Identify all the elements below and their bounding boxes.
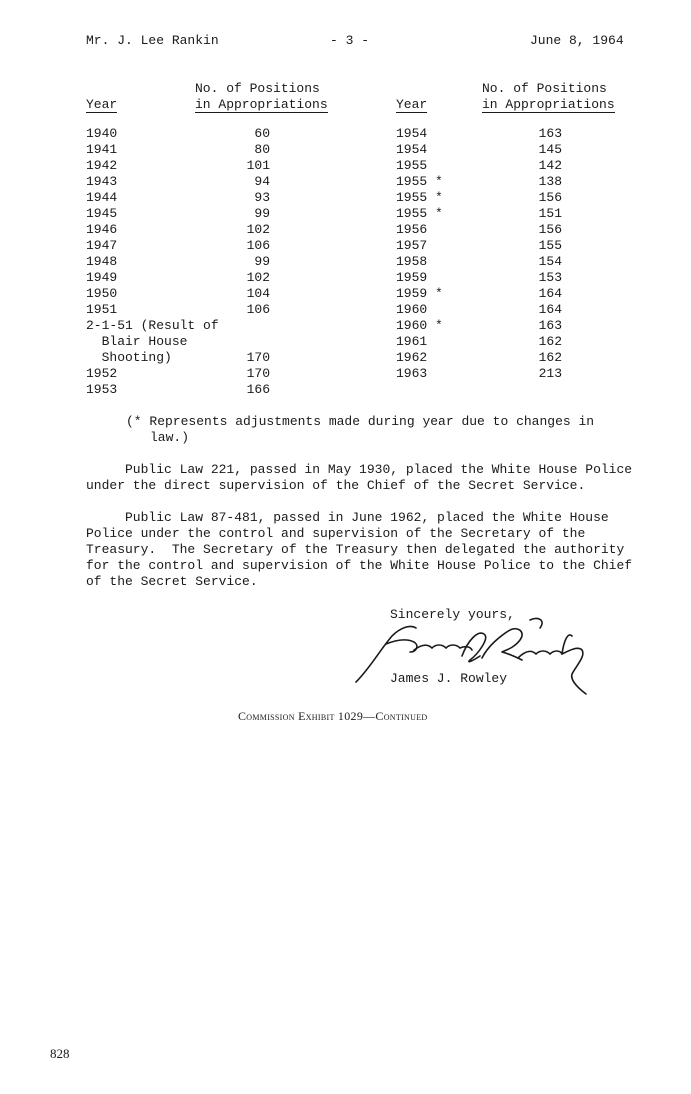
positions-cell: 94 [254, 174, 270, 189]
year-cell: 1941 [86, 142, 118, 157]
year-cell: 1961 [396, 334, 428, 349]
paragraph-line: under the direct supervision of the Chief of the Secret Service. [86, 478, 586, 493]
year-cell: 1940 [86, 126, 118, 141]
positions-cell: 80 [254, 142, 270, 157]
handwritten-signature [350, 610, 590, 700]
year-cell: 1950 [86, 286, 118, 301]
positions-cell: 60 [254, 126, 270, 141]
footnote [126, 414, 626, 446]
year-cell: 1955 * [396, 206, 443, 221]
positions-cell: 102 [246, 270, 270, 285]
positions-cell: 101 [246, 158, 270, 173]
year-cell: 1942 [86, 158, 118, 173]
positions-cell: 163 [538, 126, 562, 141]
year-cell: 1944 [86, 190, 118, 205]
year-cell: 1946 [86, 222, 118, 237]
positions-cell: 164 [538, 286, 562, 301]
signer-name: James J. Rowley [390, 671, 508, 686]
left-positions-header-line2: in Appropriations [195, 97, 328, 112]
positions-cell: 106 [246, 302, 270, 317]
year-cell: 1959 * [396, 286, 443, 301]
positions-cell: 106 [246, 238, 270, 253]
year-cell: 1947 [86, 238, 118, 253]
paragraph-line: of the Secret Service. [86, 574, 258, 589]
year-cell: 1956 [396, 222, 428, 237]
year-cell: 1952 [86, 366, 118, 381]
positions-cell: 170 [246, 366, 270, 381]
year-cell: Shooting) [86, 350, 172, 365]
year-cell: 2-1-51 (Result of [86, 318, 219, 333]
positions-cell: 145 [538, 142, 562, 157]
right-positions-header-line2: in Appropriations [482, 97, 615, 112]
year-cell: 1953 [86, 382, 118, 397]
footnote-line2: law.) [150, 430, 190, 445]
year-cell: 1951 [86, 302, 118, 317]
page-number: 828 [50, 1046, 70, 1061]
paragraph-line: Public Law 221, passed in May 1930, placed the White House Police [86, 462, 633, 477]
positions-cell: 170 [246, 350, 270, 365]
year-cell: 1962 [396, 350, 428, 365]
year-cell: Blair House [86, 334, 188, 349]
year-cell: 1948 [86, 254, 118, 269]
paragraph-line: Treasury. The Secretary of the Treasury then delegated the authority [86, 542, 625, 557]
year-cell: 1954 [396, 126, 428, 141]
positions-cell: 164 [538, 302, 562, 317]
paragraph-line: Public Law 87-481, passed in June 1962, placed the White House [86, 510, 609, 525]
right-year-header: Year [396, 97, 428, 112]
paragraph-line: Police under the control and supervision of the Secretary of the [86, 526, 586, 541]
year-cell: 1960 * [396, 318, 443, 333]
exhibit-label: Commission Exhibit 1029—Continued [238, 709, 428, 723]
positions-cell: 162 [538, 334, 562, 349]
positions-cell: 102 [246, 222, 270, 237]
year-cell: 1949 [86, 270, 118, 285]
positions-cell: 213 [538, 366, 562, 381]
footnote-line1: (* Represents adjustments made during year due to changes in [126, 414, 595, 429]
left-positions-header-line1: No. of Positions [195, 81, 320, 96]
year-cell: 1959 [396, 270, 428, 285]
paragraph-public-law-87-481 [86, 510, 651, 590]
year-cell: 1955 [396, 158, 428, 173]
positions-cell: 162 [538, 350, 562, 365]
positions-cell: 138 [538, 174, 562, 189]
year-cell: 1954 [396, 142, 428, 157]
year-cell: 1955 * [396, 174, 443, 189]
year-cell: 1955 * [396, 190, 443, 205]
positions-cell: 156 [538, 222, 562, 237]
positions-cell: 104 [246, 286, 270, 301]
page-marker: - 3 - [330, 33, 370, 48]
positions-cell: 154 [538, 254, 562, 269]
left-positions-header [195, 81, 328, 113]
positions-cell: 99 [254, 254, 270, 269]
paragraph-public-law-221 [86, 462, 651, 494]
positions-cell: 142 [538, 158, 562, 173]
right-positions-header [482, 81, 615, 113]
positions-cell: 153 [538, 270, 562, 285]
right-positions-header-line1: No. of Positions [482, 81, 607, 96]
year-cell: 1943 [86, 174, 118, 189]
positions-cell: 156 [538, 190, 562, 205]
letter-date: June 8, 1964 [530, 33, 624, 48]
positions-cell: 166 [246, 382, 270, 397]
positions-cell: 99 [254, 206, 270, 221]
year-cell: 1963 [396, 366, 428, 381]
year-cell: 1957 [396, 238, 428, 253]
positions-cell: 93 [254, 190, 270, 205]
closing-salutation: Sincerely yours, [390, 607, 515, 622]
positions-cell: 155 [538, 238, 562, 253]
year-cell: 1945 [86, 206, 118, 221]
left-year-header: Year [86, 97, 118, 112]
year-cell: 1960 [396, 302, 428, 317]
year-cell: 1958 [396, 254, 428, 269]
recipient-name: Mr. J. Lee Rankin [86, 33, 219, 48]
positions-cell: 151 [538, 206, 562, 221]
positions-cell: 163 [538, 318, 562, 333]
paragraph-line: for the control and supervision of the White House Police to the Chief [86, 558, 633, 573]
